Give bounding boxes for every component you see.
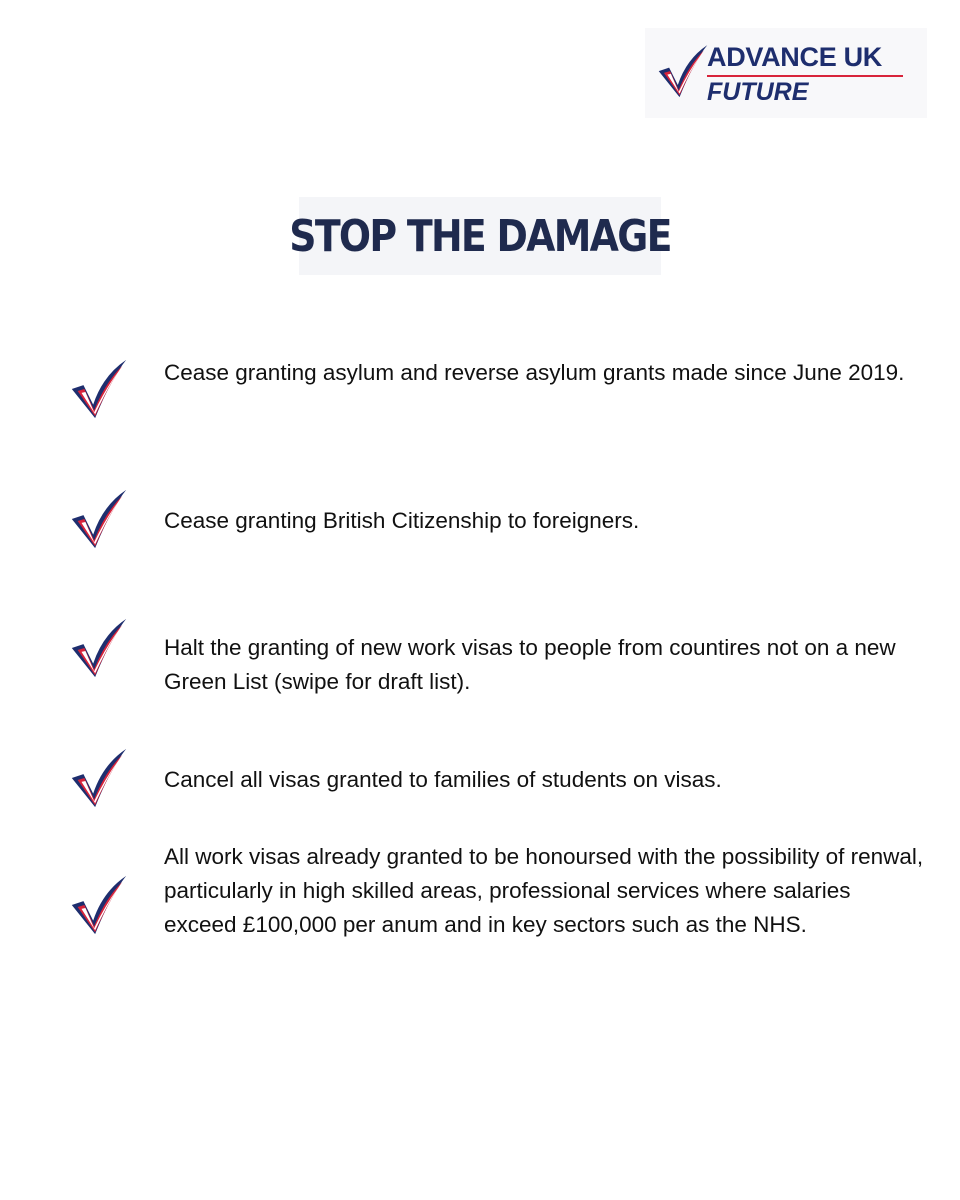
page-title: STOP THE DAMAGE — [289, 210, 671, 262]
checkmark-icon — [68, 615, 130, 683]
list-item-text: Halt the granting of new work visas to people from countires not on a new Green List (swipe for draft list). — [164, 635, 896, 694]
checkmark-icon — [68, 356, 130, 424]
checkmark-icon — [68, 872, 130, 940]
heading-banner — [289, 197, 671, 275]
checkmark-icon — [657, 40, 709, 104]
checkmark-icon — [68, 486, 130, 554]
checkmark-icon — [68, 745, 130, 813]
logo-divider — [707, 75, 903, 77]
list-item-text: Cease granting British Citizenship to foreigners. — [164, 508, 640, 533]
logo-title: ADVANCE UK — [707, 42, 883, 72]
brand-logo — [645, 28, 927, 118]
list-item-text: Cease granting asylum and reverse asylum grants made since June 2019. — [164, 360, 905, 385]
list-item-text: Cancel all visas granted to families of students on visas. — [164, 767, 722, 792]
logo-subtitle: FUTURE — [707, 78, 809, 106]
list-item-text: All work visas already granted to be honoursed with the possibility of renwal, particularly in high skilled areas, professional services where salaries exceed £100,000 per anum and in key sectors such as the NHS. — [164, 844, 924, 937]
